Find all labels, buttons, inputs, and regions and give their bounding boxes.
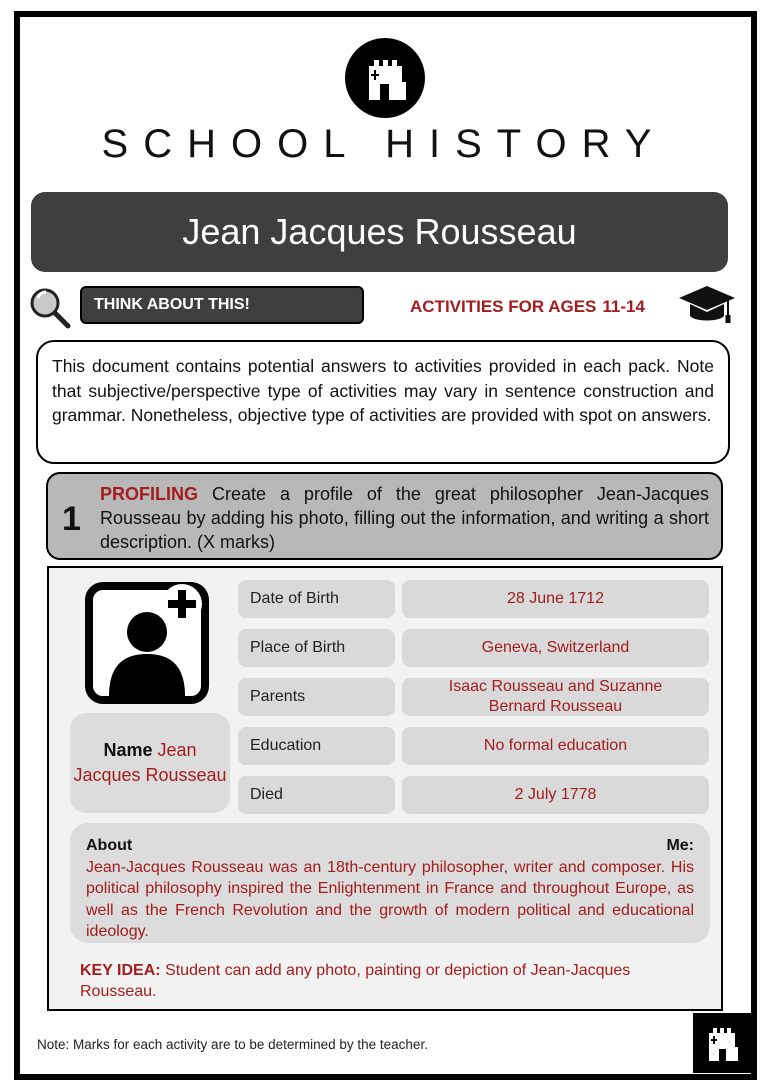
page-title-text: Jean Jacques Rousseau xyxy=(182,211,577,252)
activity-number: 1 xyxy=(62,500,81,538)
activities-ages xyxy=(410,297,645,317)
name-value: Jean Jacques Rousseau xyxy=(73,740,227,785)
about-me-heading xyxy=(86,835,694,857)
magnifier-icon xyxy=(28,286,72,330)
corner-castle-icon xyxy=(693,1013,753,1073)
name-box xyxy=(70,713,230,813)
castle-logo-icon xyxy=(345,38,425,118)
intro-note xyxy=(36,340,730,464)
key-idea xyxy=(80,960,700,1002)
activity-keyword: PROFILING xyxy=(100,484,198,504)
graduation-cap-icon xyxy=(678,284,736,328)
intro-text: This document contains potential answers to activities provided in each pack. Note that subjective/perspective type of activities may vary in sentence construction and grammar. Nonetheless, objective type of activities are provided with spot on answers. xyxy=(52,356,714,425)
brand-title: SCHOOL HISTORY xyxy=(101,122,667,166)
key-idea-text: Student can add any photo, painting or depiction of Jean-Jacques Rousseau. xyxy=(80,962,631,1000)
key-idea-label: KEY IDEA: xyxy=(80,962,161,979)
footer-note: Note: Marks for each activity are to be determined by the teacher. xyxy=(37,1037,428,1052)
parents-label: Parents xyxy=(238,678,395,716)
add-photo-icon[interactable] xyxy=(85,580,211,704)
ages-label: ACTIVITIES FOR AGES xyxy=(410,297,597,316)
dob-value[interactable]: 28 June 1712 xyxy=(402,580,709,618)
dob-label: Date of Birth xyxy=(238,580,395,618)
name-label: Name xyxy=(103,740,153,760)
education-value[interactable]: No formal education xyxy=(402,727,709,765)
died-value[interactable]: 2 July 1778 xyxy=(402,776,709,814)
activity-instruction xyxy=(100,482,709,554)
page-title xyxy=(31,192,728,272)
place-of-birth-value[interactable]: Geneva, Switzerland xyxy=(402,629,709,667)
about-label: About xyxy=(86,837,133,854)
parents-value[interactable]: Isaac Rousseau and Suzanne Bernard Rousseau xyxy=(402,678,709,716)
about-me-box[interactable] xyxy=(70,823,710,943)
education-label: Education xyxy=(238,727,395,765)
activity-instruction-text: Create a profile of the great philosopher Jean-Jacques Rousseau by adding his photo, filling out the information, and writing a short description. (X marks) xyxy=(100,484,709,552)
activity-1-header xyxy=(46,472,723,560)
ages-value: 11-14 xyxy=(602,297,645,316)
think-about-this-label: THINK ABOUT THIS! xyxy=(80,286,364,324)
died-label: Died xyxy=(238,776,395,814)
me-label: Me: xyxy=(666,837,694,854)
about-me-text: Jean-Jacques Rousseau was an 18th-century philosopher, writer and composer. His political philosophy inspired the Enlightenment in France and throughout Europe, as well as the French Revolution and the growth of modern political and educational ideology. xyxy=(86,858,694,940)
place-of-birth-label: Place of Birth xyxy=(238,629,395,667)
